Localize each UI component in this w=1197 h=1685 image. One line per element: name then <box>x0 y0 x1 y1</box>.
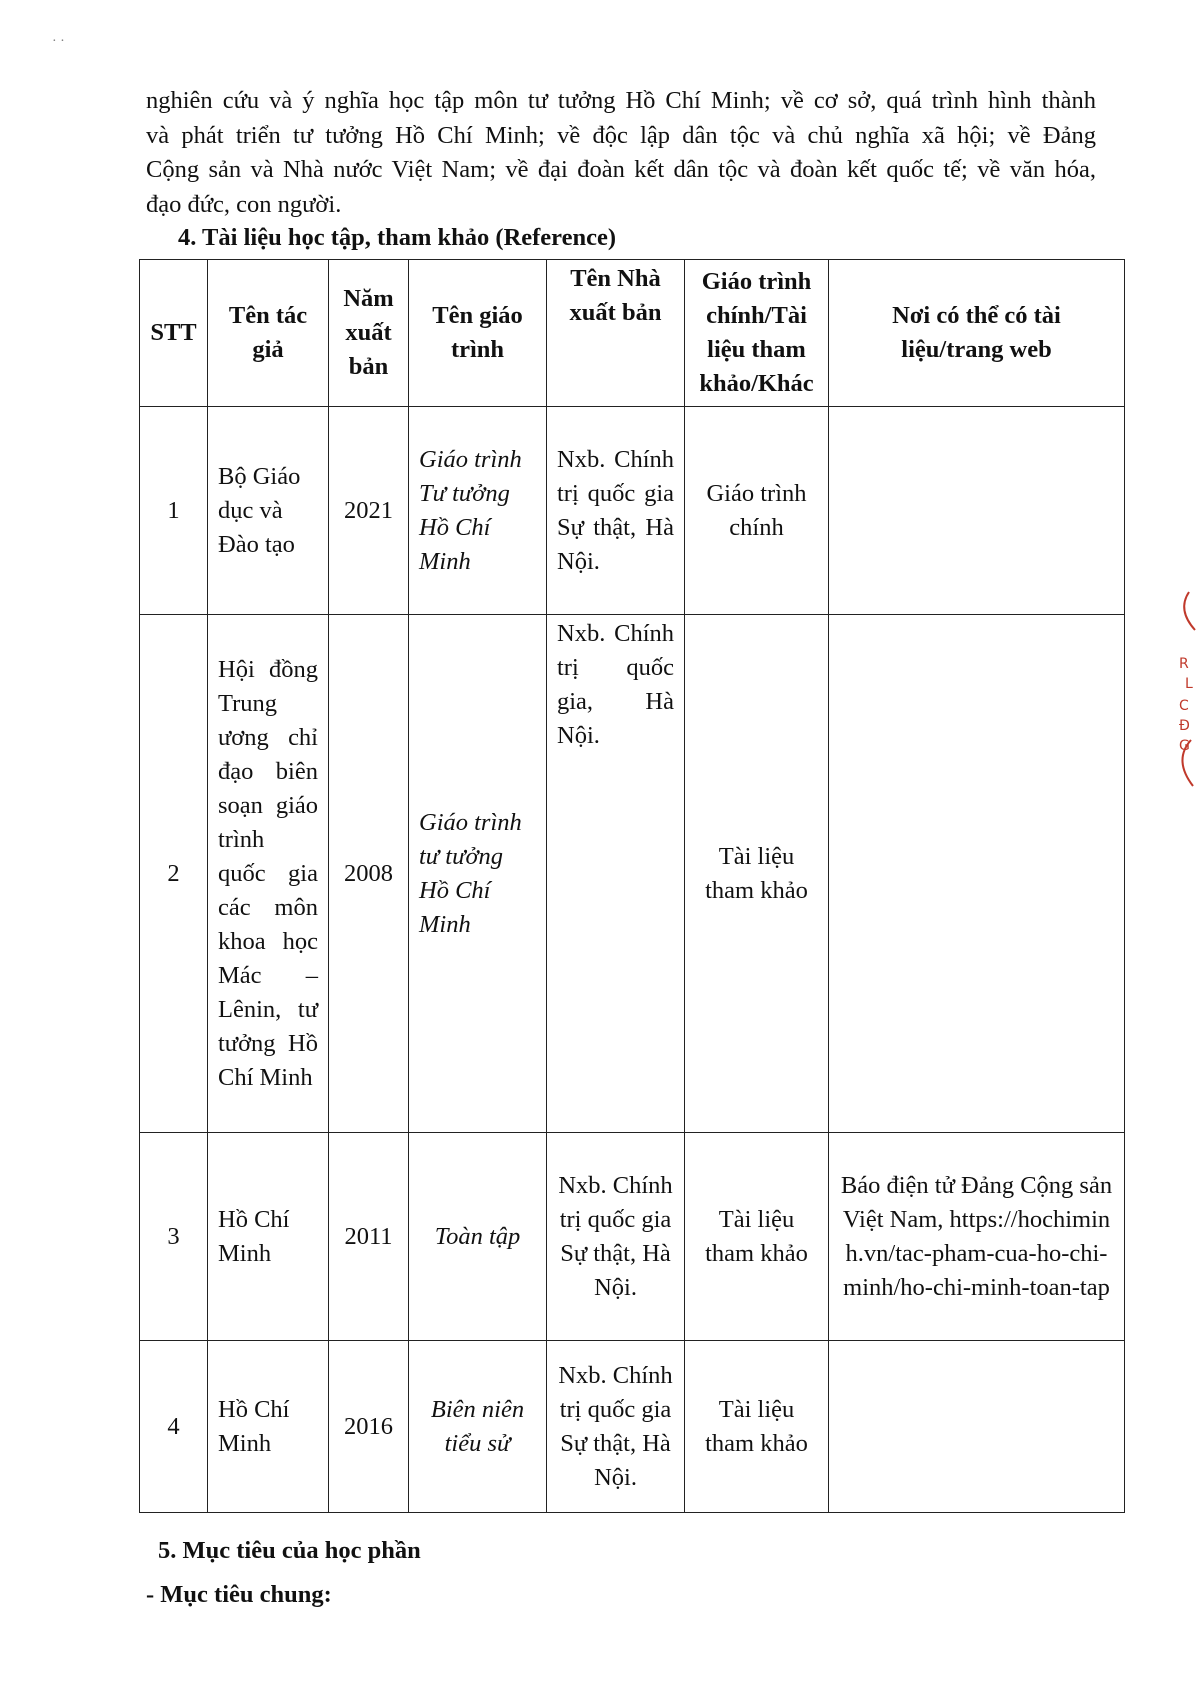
cell-stt: 1 <box>140 407 208 615</box>
cell-author: Bộ Giáo dục và Đào tạo <box>208 407 329 615</box>
svg-text:C: C <box>1179 698 1189 714</box>
table-row <box>140 615 1125 1133</box>
table-header-row <box>140 260 1125 407</box>
cell-title: Toàn tập <box>409 1133 547 1341</box>
cell-web <box>829 1341 1125 1513</box>
header-publisher: Tên Nhà xuất bản <box>547 260 685 407</box>
intro-line: và phát triển tư tưởng Hồ Chí Minh; về độc lập dân tộc và chủ nghĩa xã hội; về Đảng <box>146 121 1096 149</box>
cell-stt: 4 <box>140 1341 208 1513</box>
cell-author: Hội đồng Trung ương chỉ đạo biên soạn giáo trình quốc gia các môn khoa học Mác – Lênin, tư tưởng Hồ Chí Minh <box>208 615 329 1133</box>
cell-publisher: Nxb. Chính trị quốc gia Sự thật, Hà Nội. <box>547 407 685 615</box>
cell-year: 2016 <box>329 1341 409 1513</box>
section-5-heading: 5. Mục tiêu của học phần <box>158 1537 421 1564</box>
cell-publisher: Nxb. Chính trị quốc gia, Hà Nội. <box>547 615 685 1133</box>
header-type: Giáo trình chính/Tài liệu tham khảo/Khác <box>685 260 829 407</box>
cell-stt: 2 <box>140 615 208 1133</box>
table-row <box>140 407 1125 615</box>
cell-year: 2008 <box>329 615 409 1133</box>
header-title: Tên giáo trình <box>409 260 547 407</box>
intro-line: nghiên cứu và ý nghĩa học tập môn tư tưởng Hồ Chí Minh; về cơ sở, quá trình hình thành <box>146 87 1096 114</box>
intro-line: đạo đức, con người. <box>146 190 342 218</box>
header-year: Năm xuất bản <box>329 260 409 407</box>
header-stt: STT <box>140 260 208 407</box>
intro-paragraph <box>146 84 1096 222</box>
table-row <box>140 1133 1125 1341</box>
header-author: Tên tác giả <box>208 260 329 407</box>
header-web: Nơi có thể có tài liệu/trang web <box>829 260 1125 407</box>
cell-title: Biên niên tiểu sử <box>409 1341 547 1513</box>
cell-title: Giáo trình Tư tưởng Hồ Chí Minh <box>409 407 547 615</box>
intro-line: Cộng sản và Nhà nước Việt Nam; về đại đoàn kết dân tộc và đoàn kết quốc tế; về văn hóa, <box>146 156 1096 183</box>
table-row <box>140 1341 1125 1513</box>
reference-table <box>139 259 1125 1513</box>
cell-publisher: Nxb. Chính trị quốc gia Sự thật, Hà Nội. <box>547 1133 685 1341</box>
seal-arc-icon <box>1167 590 1197 790</box>
cell-year: 2011 <box>329 1133 409 1341</box>
cell-author: Hồ Chí Minh <box>208 1133 329 1341</box>
cell-type: Tài liệu tham khảo <box>685 1133 829 1341</box>
general-objective-heading: - Mục tiêu chung: <box>146 1581 332 1608</box>
cell-web <box>829 615 1125 1133</box>
svg-text:Đ: Đ <box>1179 718 1190 734</box>
cell-author: Hồ Chí Minh <box>208 1341 329 1513</box>
svg-text:G: G <box>1179 738 1190 754</box>
cell-type: Giáo trình chính <box>685 407 829 615</box>
cell-stt: 3 <box>140 1133 208 1341</box>
cell-web: Báo điện tử Đảng Cộng sản Việt Nam, https://hochiminh.vn/tac-pham-cua-ho-chi-minh/ho-chi-minh-toan-tap <box>829 1133 1125 1341</box>
section-4-heading: 4. Tài liệu học tập, tham khảo (Reference) <box>178 224 617 251</box>
svg-text:L: L <box>1185 676 1193 692</box>
seal-stamp-fragment <box>1167 590 1197 790</box>
svg-text:R: R <box>1179 656 1189 672</box>
cell-year: 2021 <box>329 407 409 615</box>
cell-web <box>829 407 1125 615</box>
cell-type: Tài liệu tham khảo <box>685 615 829 1133</box>
cell-type: Tài liệu tham khảo <box>685 1341 829 1513</box>
cell-publisher: Nxb. Chính trị quốc gia Sự thật, Hà Nội. <box>547 1341 685 1513</box>
scan-speck: · · <box>52 34 65 49</box>
cell-title: Giáo trình tư tưởng Hồ Chí Minh <box>409 615 547 1133</box>
